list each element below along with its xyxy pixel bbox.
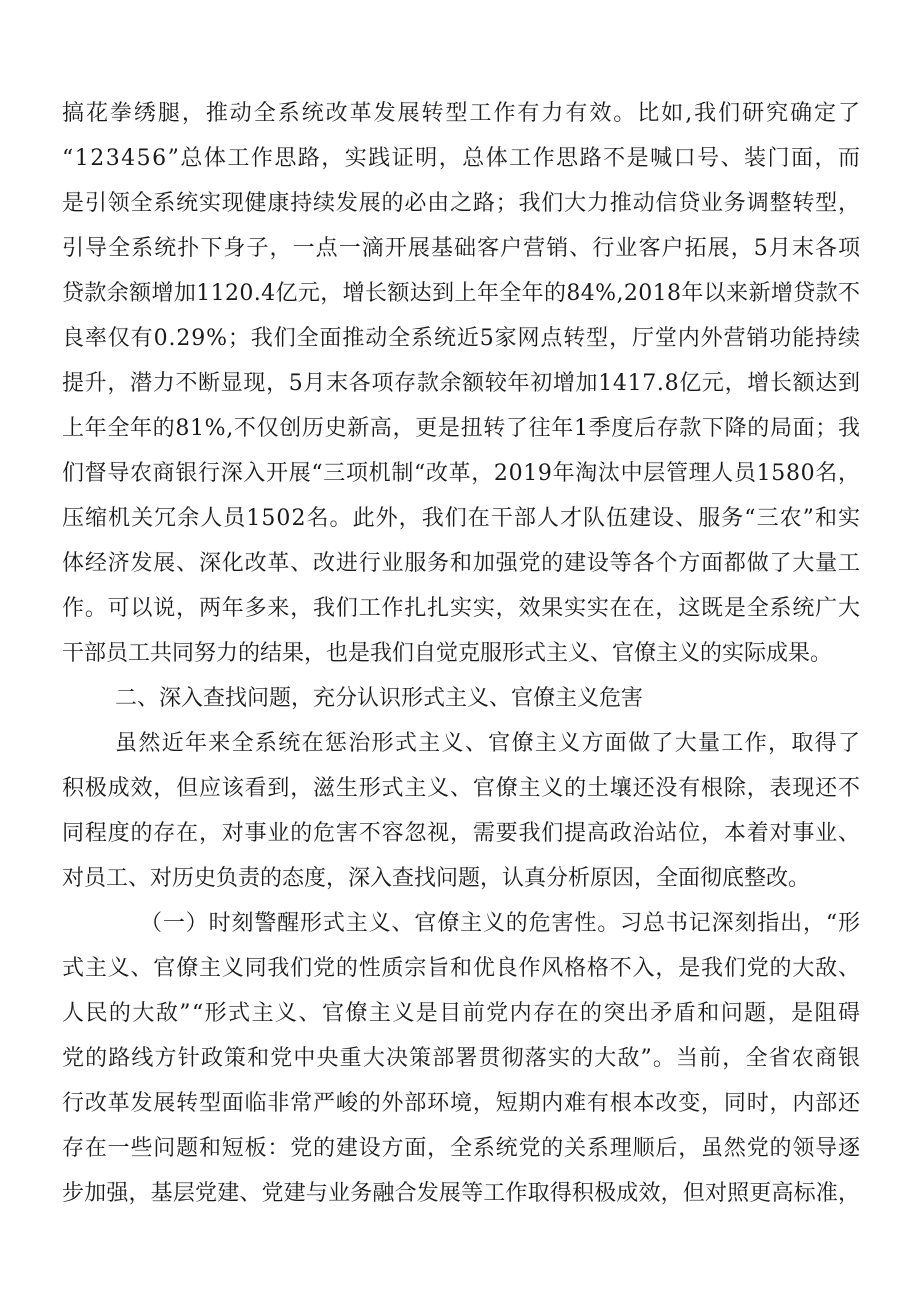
text-line: 们督导农商银行深入开展“三项机制“改革，2019年淘汰中层管理人员1580名， (62, 461, 861, 486)
text-line: 作。可以说，两年多来，我们工作扎扎实实，效果实实在在，这既是全系统广大 (62, 596, 861, 621)
text-line: 行改革发展转型面临非常严峻的外部环境，短期内难有根本改变，同时，内部还 (62, 1091, 861, 1116)
text-line: 步加强，基层党建、党建与业务融合发展等工作取得积极成效，但对照更高标准， (62, 1181, 861, 1206)
text-line: 压缩机关冗余人员1502名。此外，我们在干部人才队伍建设、服务“三农”和实 (62, 506, 862, 531)
text-line: 存在一些问题和短板：党的建设方面，全系统党的关系理顺后，虽然党的领导逐 (62, 1136, 861, 1161)
text-line: 式主义、官僚主义同我们党的性质宗旨和优良作风格格不入，是我们党的大敌、 (62, 956, 861, 981)
text-line: 同程度的存在，对事业的危害不容忽视，需要我们提高政治站位，本着对事业、 (62, 821, 861, 846)
section-heading: 二、深入查找问题，充分认识形式主义、官僚主义危害 (115, 686, 644, 711)
text-line: 人民的大敌”“形式主义、官僚主义是目前党内存在的突出矛盾和问题，是阻碍 (62, 1001, 862, 1026)
text-line: 体经济发展、深化改革、改进行业服务和加强党的建设等各个方面都做了大量工 (62, 551, 861, 576)
text-line: 提升，潜力不断显现，5月末各项存款余额较年初增加1417.8亿元，增长额达到 (62, 371, 861, 396)
text-line: 引导全系统扑下身子，一点一滴开展基础客户营销、行业客户拓展，5月末各项 (62, 236, 862, 261)
text-line: 党的路线方针政策和党中央重大决策部署贯彻落实的大敌”。当前，全省农商银 (62, 1046, 862, 1071)
text-line: “123456”总体工作思路，实践证明，总体工作思路不是喊口号、装门面，而 (62, 146, 862, 171)
text-line: 积极成效，但应该看到，滋生形式主义、官僚主义的土壤还没有根除，表现还不 (62, 776, 861, 801)
text-line: 良率仅有0.29%；我们全面推动全系统近5家网点转型，厅堂内外营销功能持续 (62, 326, 861, 351)
text-line: 干部员工共同努力的结果，也是我们自觉克服形式主义、官僚主义的实际成果。 (62, 641, 833, 666)
paragraph-first-line: 虽然近年来全系统在惩治形式主义、官僚主义方面做了大量工作，取得了 (115, 731, 862, 756)
text-line: 对员工、对历史负责的态度，深入查找问题，认真分析原因，全面彻底整改。 (62, 866, 811, 891)
text-line: 上年全年的81%,不仅创历史新高，更是扭转了往年1季度后存款下降的局面；我 (62, 416, 861, 441)
text-line: 搞花拳绣腿，推动全系统改革发展转型工作有力有效。比如,我们研究确定了 (62, 101, 862, 126)
text-line: 贷款余额增加1120.4亿元，增长额达到上年全年的84%,2018年以来新增贷款不 (62, 281, 861, 306)
text-line: 是引领全系统实现健康持续发展的必由之路；我们大力推动信贷业务调整转型， (62, 191, 861, 216)
subsection-heading-line: （一）时刻警醒形式主义、官僚主义的危害性。习总书记深刻指出，“形 (140, 911, 861, 936)
